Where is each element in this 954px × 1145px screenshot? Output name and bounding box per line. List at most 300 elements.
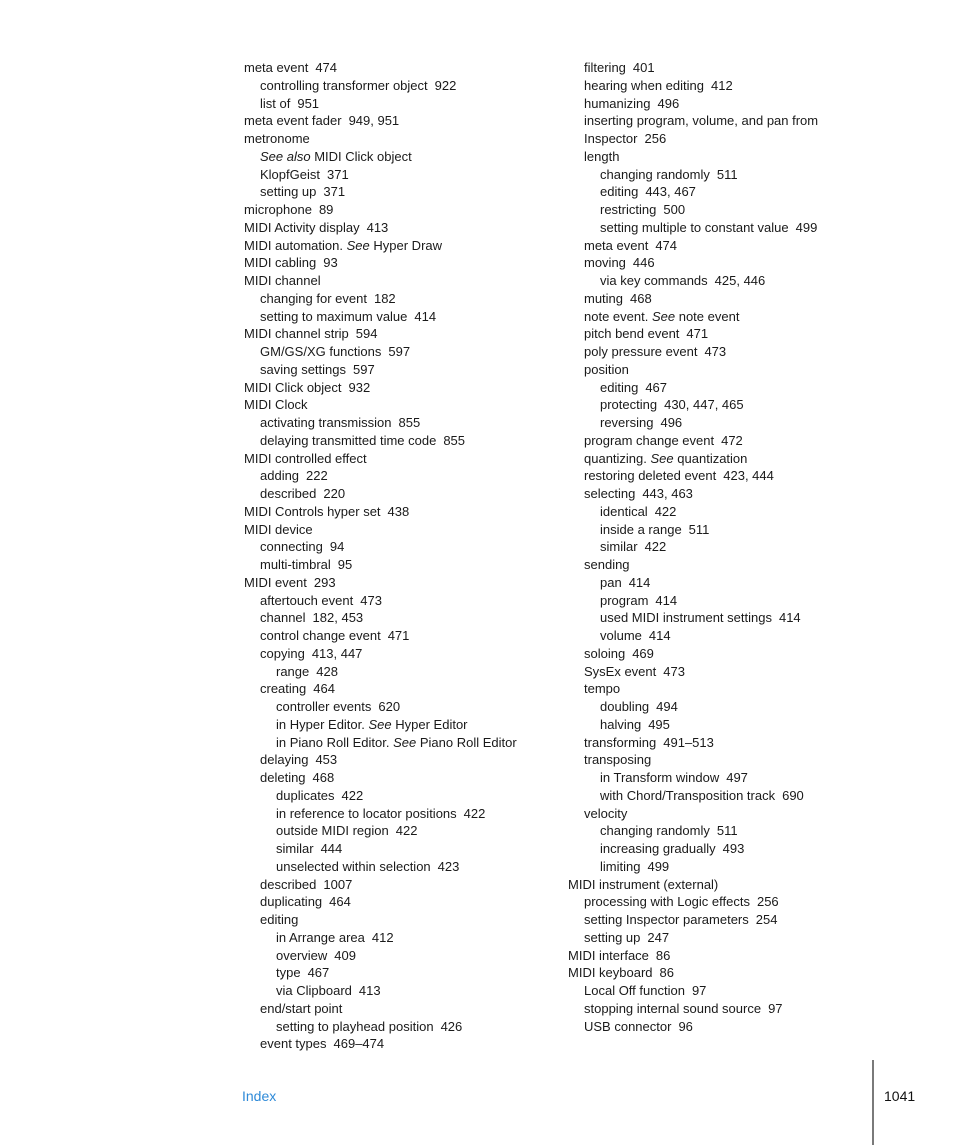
entry-page-refs: 855 (398, 415, 421, 430)
entry-page-refs: 409 (334, 947, 356, 963)
entry-page-refs: 495 (648, 716, 670, 732)
entry-term: microphone (244, 202, 312, 217)
entry-page-refs: 182 (373, 290, 396, 306)
entry-term: aftertouch event (260, 592, 354, 608)
entry-page-refs: 423, 444 (723, 468, 774, 484)
index-entry (568, 183, 858, 201)
entry-page-refs: 430, 447, 465 (664, 397, 744, 413)
entry-term: filtering (584, 60, 626, 75)
index-entry (244, 183, 544, 201)
index-entry (568, 627, 858, 645)
entry-term: transposing (584, 752, 652, 768)
entry-page-refs: 413, 447 (311, 645, 363, 661)
index-entry (568, 343, 858, 361)
entry-page-refs: 413 (358, 983, 381, 998)
entry-term: MIDI device (244, 521, 313, 537)
index-entry (568, 521, 858, 539)
index-entry (568, 840, 858, 858)
entry-page-refs: 511 (716, 823, 738, 839)
index-entry (244, 308, 544, 326)
entry-page-refs: 932 (348, 379, 371, 395)
index-entry (244, 627, 544, 645)
entry-term: MIDI controlled effect (244, 450, 367, 466)
entry-term: MIDI Click object (314, 148, 412, 164)
entry-term: in Arrange area (276, 929, 365, 945)
index-entry (568, 787, 858, 805)
index-entry (244, 237, 544, 255)
index-entry (568, 663, 858, 681)
entry-term: tempo (584, 681, 621, 697)
entry-term: setting up (584, 929, 641, 945)
footer-divider (872, 1060, 874, 1145)
index-entry (244, 716, 544, 734)
index-entry (568, 1000, 858, 1018)
index-entry (568, 858, 858, 876)
entry-term: MIDI Clock (244, 397, 308, 413)
entry-page-refs: 256 (644, 131, 667, 146)
entry-term: similar (276, 841, 314, 856)
index-entry (568, 609, 858, 627)
entry-term: end/start point (260, 1000, 343, 1016)
index-entry (244, 201, 544, 219)
entry-term: Inspector (584, 131, 638, 146)
index-entry (244, 698, 544, 716)
entry-term: editing (600, 379, 639, 395)
entry-term: saving settings (260, 361, 346, 377)
entry-term: controlling transformer object (260, 77, 428, 93)
entry-term: in Hyper Editor. (276, 716, 365, 732)
entry-term: controller events (276, 699, 372, 714)
entry-term: activating transmission (260, 415, 392, 430)
index-entry (568, 237, 858, 255)
entry-term: pan (600, 574, 622, 590)
index-entry (244, 396, 544, 414)
index-entry (244, 574, 544, 592)
entry-page-refs: 220 (323, 486, 346, 501)
entry-page-refs: 443, 467 (645, 184, 696, 200)
index-entry (568, 964, 858, 982)
entry-term: changing for event (260, 290, 367, 306)
entry-page-refs: 949, 951 (348, 113, 400, 129)
index-entry (568, 148, 858, 166)
index-entry (568, 272, 858, 290)
entry-page-refs: 468 (630, 290, 652, 306)
entry-page-refs: 471 (387, 628, 410, 643)
entry-page-refs: 496 (660, 415, 683, 430)
index-entry (568, 396, 858, 414)
index-entry (568, 95, 858, 113)
entry-term: metronome (244, 131, 310, 146)
index-entry (568, 538, 858, 556)
entry-term: range (276, 663, 310, 679)
entry-term: sending (584, 557, 630, 572)
entry-term: humanizing (584, 95, 651, 111)
entry-page-refs: 401 (632, 60, 655, 75)
entry-term: volume (600, 628, 642, 643)
entry-page-refs: 426 (440, 1018, 463, 1034)
index-entry (244, 840, 544, 858)
entry-term: length (584, 148, 620, 164)
entry-term: MIDI channel (244, 273, 321, 288)
entry-page-refs: 491–513 (663, 734, 714, 750)
index-entry (244, 503, 544, 521)
entry-page-refs: 690 (782, 787, 804, 803)
index-entry (244, 361, 544, 379)
entry-term: pitch bend event (584, 326, 680, 342)
entry-term: event types (260, 1036, 327, 1052)
entry-page-refs: 444 (320, 841, 343, 856)
index-entry (244, 414, 544, 432)
entry-term: unselected within selection (276, 858, 431, 874)
entry-term: multi-timbral (260, 557, 331, 572)
index-entry (568, 77, 858, 95)
index-entry (568, 751, 858, 769)
index-entry (568, 166, 858, 184)
entry-page-refs: 413 (366, 219, 389, 235)
entry-page-refs: 473 (360, 592, 382, 608)
index-entry (244, 947, 544, 965)
entry-term: creating (260, 681, 307, 697)
index-entry (244, 254, 544, 272)
entry-term: limiting (600, 858, 641, 874)
index-entry (244, 166, 544, 184)
entry-page-refs: 511 (688, 521, 710, 537)
entry-page-refs: 97 (691, 983, 707, 998)
entry-page-refs: 468 (312, 770, 335, 785)
entry-page-refs: 922 (434, 77, 457, 93)
index-entry (244, 982, 544, 1000)
entry-term: halving (600, 716, 642, 732)
entry-page-refs: 494 (656, 699, 678, 714)
entry-term: protecting (600, 397, 658, 413)
entry-page-refs: 422 (341, 787, 364, 803)
index-entry (568, 574, 858, 592)
entry-term: USB connector (584, 1018, 672, 1034)
index-entry (568, 769, 858, 787)
entry-page-refs: 500 (663, 202, 686, 217)
index-entry (244, 1035, 544, 1053)
entry-page-refs: 422 (395, 823, 418, 839)
entry-term: overview (276, 947, 328, 963)
index-entry (244, 876, 544, 894)
index-entry (244, 521, 544, 539)
index-entry (244, 450, 544, 468)
see-label: See (650, 450, 674, 466)
entry-term: note event. (584, 308, 649, 324)
entry-term: control change event (260, 628, 381, 643)
entry-page-refs: 473 (663, 663, 685, 679)
entry-page-refs: 474 (315, 60, 338, 75)
entry-term: stopping internal sound source (584, 1000, 762, 1016)
entry-page-refs: 443, 463 (642, 486, 693, 501)
index-entry (568, 911, 858, 929)
entry-page-refs: 414 (414, 308, 437, 324)
index-entry (568, 308, 858, 326)
entry-page-refs: 222 (306, 468, 328, 484)
entry-term: in reference to locator positions (276, 805, 457, 821)
entry-term: meta event fader (244, 113, 342, 129)
see-target: note event (678, 308, 740, 324)
entry-term: KlopfGeist (260, 166, 320, 182)
entry-term: in Transform window (600, 770, 720, 785)
entry-page-refs: 467 (645, 379, 668, 395)
entry-term: soloing (584, 645, 626, 661)
entry-term: transforming (584, 734, 657, 750)
entry-page-refs: 423 (437, 858, 460, 874)
index-entry (244, 822, 544, 840)
entry-page-refs: 473 (704, 344, 727, 359)
index-entry (244, 769, 544, 787)
index-entry (568, 130, 858, 148)
index-entry (244, 379, 544, 397)
index-entry (568, 325, 858, 343)
entry-term: moving (584, 255, 626, 271)
entry-term: in Piano Roll Editor. (276, 734, 390, 750)
footer-section-label: Index (242, 1088, 277, 1104)
index-entry (244, 467, 544, 485)
entry-page-refs: 446 (632, 255, 655, 271)
index-entry (244, 1018, 544, 1036)
entry-page-refs: 493 (722, 841, 745, 856)
index-entry (244, 290, 544, 308)
entry-page-refs: 469–474 (333, 1036, 385, 1052)
entry-term: inside a range (600, 521, 682, 537)
index-entry (568, 680, 858, 698)
entry-term: MIDI Click object (244, 379, 342, 395)
index-entry (244, 112, 544, 130)
index-entry (244, 77, 544, 95)
index-entry (568, 219, 858, 237)
index-entry (568, 876, 858, 894)
index-entry (244, 893, 544, 911)
entry-term: MIDI channel strip (244, 326, 349, 342)
entry-term: selecting (584, 486, 636, 501)
entry-page-refs: 254 (755, 912, 778, 927)
index-entry (244, 609, 544, 627)
index-entry (244, 485, 544, 503)
entry-term: MIDI interface (568, 947, 649, 963)
index-entry (244, 645, 544, 663)
index-entry (568, 698, 858, 716)
entry-page-refs: 620 (378, 699, 401, 714)
entry-term: setting to playhead position (276, 1018, 434, 1034)
entry-page-refs: 453 (315, 752, 338, 768)
entry-term: editing (600, 184, 639, 200)
entry-page-refs: 855 (443, 432, 466, 448)
entry-page-refs: 511 (716, 166, 738, 182)
entry-page-refs: 422 (463, 805, 486, 821)
entry-term: via key commands (600, 273, 708, 288)
entry-term: outside MIDI region (276, 823, 389, 839)
index-entry (568, 645, 858, 663)
entry-term: muting (584, 290, 624, 306)
entry-term: type (276, 965, 301, 981)
index-entry (568, 929, 858, 947)
entry-page-refs: 95 (337, 557, 353, 572)
entry-page-refs: 438 (387, 503, 410, 519)
index-entry (244, 272, 544, 290)
see-target: Piano Roll Editor (419, 734, 517, 750)
index-entry (244, 592, 544, 610)
entry-term: SysEx event (584, 663, 657, 679)
entry-term: editing (260, 912, 299, 927)
entry-page-refs: 94 (329, 539, 345, 555)
entry-page-refs: 293 (313, 574, 336, 590)
index-entry (568, 716, 858, 734)
entry-page-refs: 371 (323, 184, 346, 200)
see-label: See (651, 308, 676, 324)
entry-page-refs: 474 (655, 237, 678, 253)
index-entry (568, 450, 858, 468)
index-entry (568, 432, 858, 450)
index-entry (568, 947, 858, 965)
entry-term: similar (600, 539, 638, 555)
entry-page-refs: 499 (647, 858, 670, 874)
index-entry (568, 503, 858, 521)
entry-term: GM/GS/XG functions (260, 344, 382, 359)
index-entry (568, 254, 858, 272)
entry-term: changing randomly (600, 823, 710, 839)
entry-term: duplicates (276, 787, 335, 803)
entry-term: program change event (584, 432, 715, 448)
entry-term: MIDI keyboard (568, 965, 653, 981)
entry-page-refs: 412 (371, 929, 394, 945)
entry-page-refs: 597 (353, 361, 375, 377)
entry-term: program (600, 592, 649, 608)
see-label: See (393, 734, 417, 750)
entry-page-refs: 412 (710, 77, 733, 93)
entry-term: increasing gradually (600, 841, 716, 856)
entry-term: doubling (600, 699, 650, 714)
entry-term: duplicating (260, 894, 323, 910)
index-entry (568, 485, 858, 503)
entry-page-refs: 86 (659, 965, 675, 981)
index-entry (568, 734, 858, 752)
entry-term: deleting (260, 770, 306, 785)
entry-term: restoring deleted event (584, 468, 717, 484)
entry-term: poly pressure event (584, 344, 698, 359)
entry-page-refs: 371 (326, 166, 349, 182)
entry-term: delaying transmitted time code (260, 432, 437, 448)
entry-term: described (260, 486, 317, 501)
entry-page-refs: 93 (323, 255, 338, 271)
see-label: See (368, 716, 392, 732)
entry-term: adding (260, 468, 300, 484)
entry-page-refs: 414 (628, 574, 651, 590)
index-entry (244, 787, 544, 805)
entry-term: MIDI cabling (244, 255, 317, 271)
index-column-left (244, 59, 544, 1053)
entry-term: meta event (244, 60, 309, 75)
index-entry (244, 219, 544, 237)
entry-page-refs: 1007 (323, 876, 353, 892)
entry-term: hearing when editing (584, 77, 704, 93)
entry-term: quantizing. (584, 450, 647, 466)
index-entry (568, 201, 858, 219)
entry-term: position (584, 361, 629, 377)
entry-term: restricting (600, 202, 657, 217)
index-entry (244, 734, 544, 752)
entry-term: inserting program, volume, and pan from (584, 113, 819, 129)
entry-page-refs: 86 (655, 947, 671, 963)
index-entry (244, 1000, 544, 1018)
index-entry (568, 379, 858, 397)
entry-term: velocity (584, 805, 628, 821)
page-number: 1041 (884, 1088, 916, 1104)
entry-page-refs: 472 (721, 432, 743, 448)
index-entry (244, 929, 544, 947)
index-entry (568, 893, 858, 911)
entry-term: delaying (260, 752, 309, 768)
entry-term: setting up (260, 184, 317, 200)
entry-term: processing with Logic effects (584, 894, 750, 910)
index-entry (244, 343, 544, 361)
entry-term: connecting (260, 539, 323, 555)
index-column-right (568, 59, 858, 1035)
entry-term: identical (600, 503, 648, 519)
index-entry (244, 751, 544, 769)
entry-page-refs: 469 (632, 645, 654, 661)
index-entry (244, 325, 544, 343)
entry-page-refs: 497 (726, 770, 748, 785)
entry-page-refs: 414 (648, 628, 671, 643)
index-entry (568, 290, 858, 308)
entry-page-refs: 425, 446 (714, 273, 766, 288)
index-entry (568, 805, 858, 823)
entry-page-refs: 464 (313, 681, 335, 697)
see-target: Hyper Draw (373, 237, 443, 253)
index-entry (568, 414, 858, 432)
index-entry (244, 805, 544, 823)
entry-page-refs: 464 (329, 894, 351, 910)
entry-term: list of (260, 95, 291, 111)
entry-page-refs: 422 (644, 539, 667, 555)
entry-term: setting Inspector parameters (584, 912, 749, 927)
see-label: See (346, 237, 370, 253)
entry-page-refs: 247 (647, 929, 670, 945)
index-entry (568, 467, 858, 485)
index-entry (244, 680, 544, 698)
entry-term: described (260, 876, 317, 892)
entry-page-refs: 471 (686, 326, 709, 342)
entry-page-refs: 422 (654, 503, 677, 519)
entry-page-refs: 499 (795, 219, 818, 235)
entry-term: setting to maximum value (260, 308, 408, 324)
entry-page-refs: 414 (655, 592, 678, 608)
index-entry (244, 59, 544, 77)
entry-page-refs: 89 (318, 202, 334, 217)
entry-term: used MIDI instrument settings (600, 610, 772, 626)
index-entry (568, 982, 858, 1000)
entry-term: MIDI Controls hyper set (244, 503, 381, 519)
entry-term: channel (260, 610, 306, 626)
index-entry (244, 964, 544, 982)
index-entry (568, 592, 858, 610)
entry-page-refs: 96 (678, 1018, 693, 1034)
index-entry (568, 361, 858, 379)
see-also-label: See also (260, 148, 311, 164)
index-entry (568, 1018, 858, 1036)
index-entry (244, 148, 544, 166)
entry-page-refs: 414 (778, 610, 801, 626)
entry-term: reversing (600, 415, 654, 430)
index-entry (568, 822, 858, 840)
entry-page-refs: 256 (756, 894, 779, 910)
entry-term: MIDI instrument (external) (568, 876, 719, 892)
index-entry (244, 556, 544, 574)
entry-page-refs: 467 (307, 965, 330, 981)
entry-page-refs: 594 (355, 326, 378, 342)
